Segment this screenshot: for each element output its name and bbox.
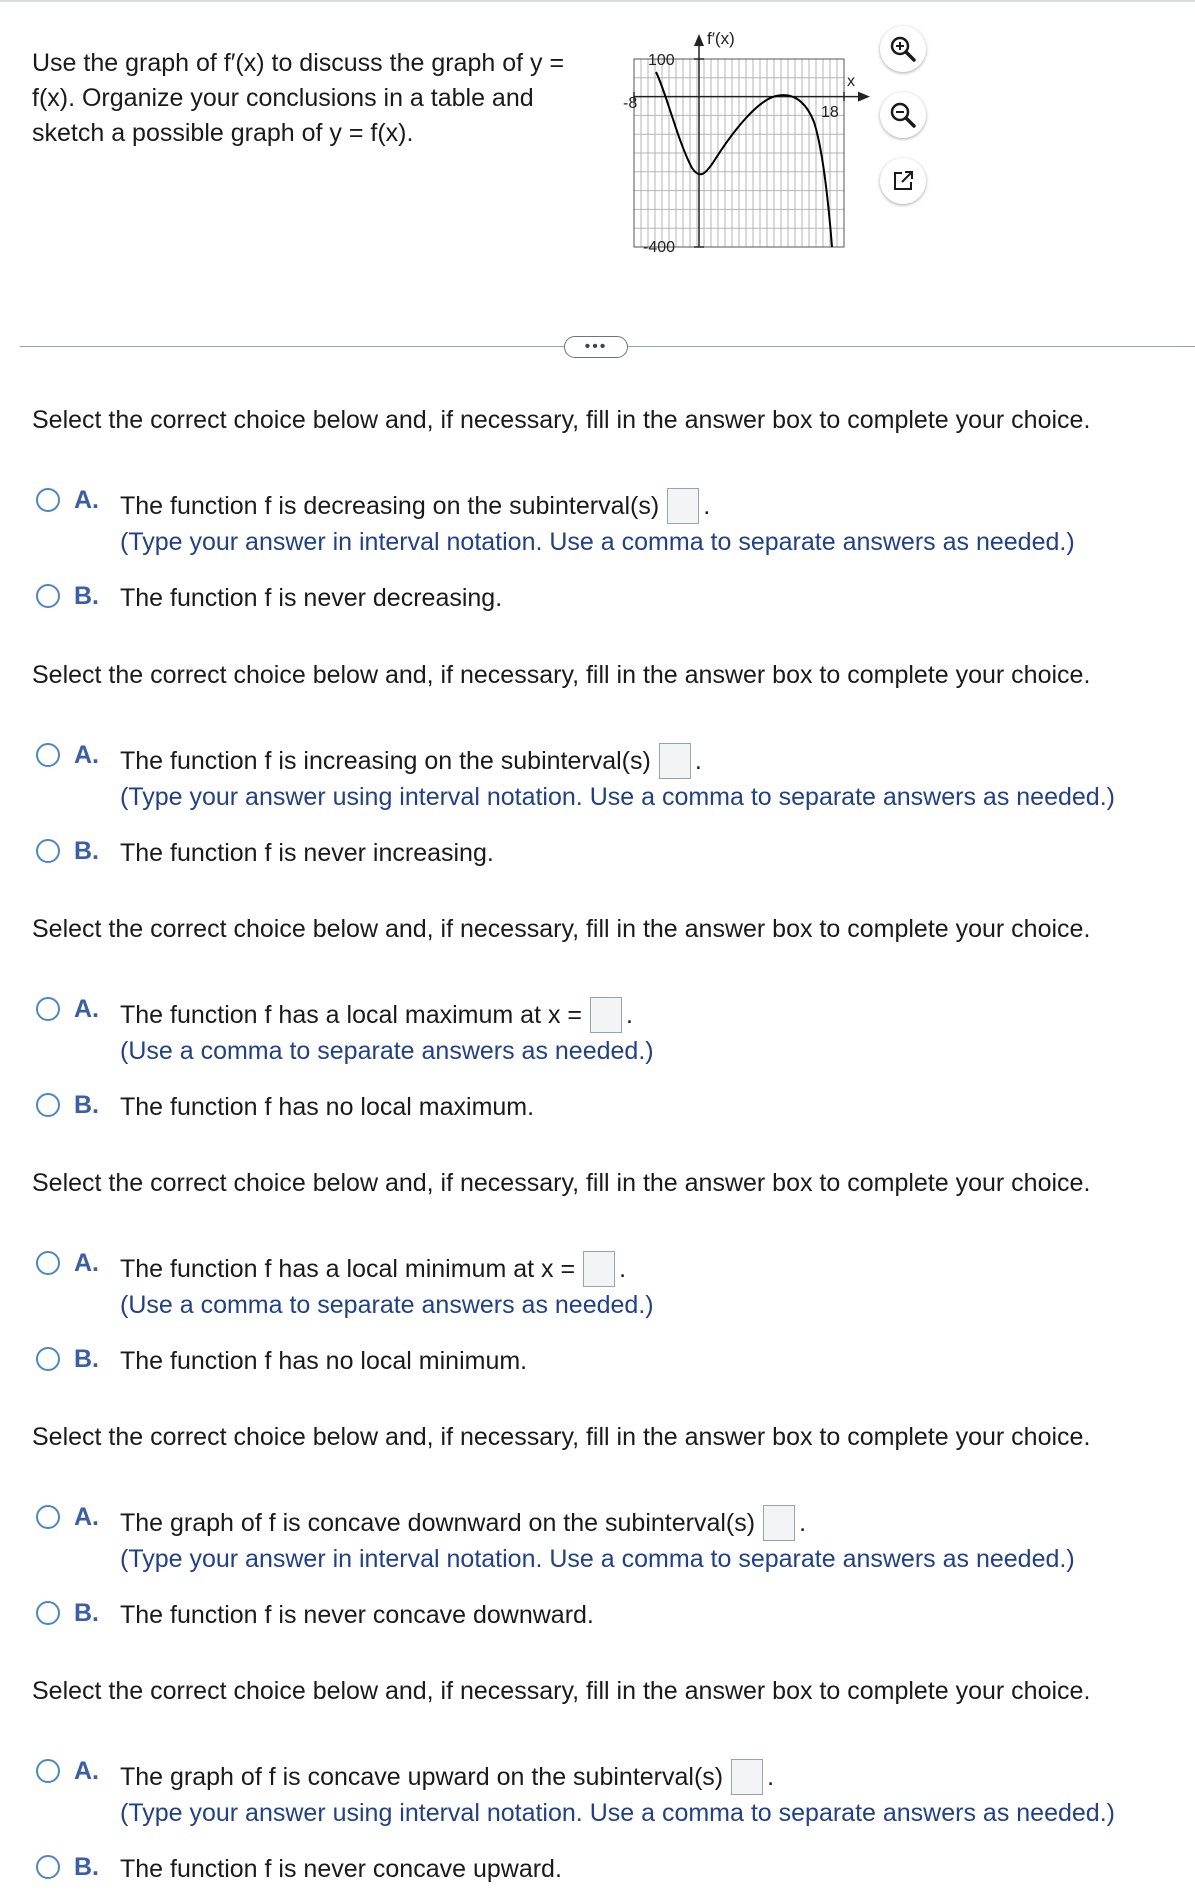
radio-a[interactable]	[36, 997, 60, 1021]
y-axis-label: f′(x)	[707, 29, 735, 48]
instruction-text: Select the correct choice below and, if necessary, fill in the answer box to complete your choice.	[32, 915, 1091, 943]
answer-box-local-minimum[interactable]	[583, 1251, 615, 1287]
radio-b[interactable]	[36, 1855, 60, 1879]
choice-a-text: The graph of f is concave upward on the subinterval(s)	[120, 1762, 724, 1791]
radio-b[interactable]	[36, 584, 60, 608]
choice-letter-a: A.	[74, 1249, 99, 1277]
choice-a-period: .	[619, 1254, 627, 1283]
instruction-text: Select the correct choice below and, if necessary, fill in the answer box to complete your choice.	[32, 661, 1091, 689]
zoom-out-button[interactable]	[880, 92, 926, 138]
choice-a-hint: (Type your answer using interval notation. Use a comma to separate answers as needed.)	[120, 1799, 1115, 1827]
choice-a-text-row	[120, 1759, 774, 1795]
answer-box-local-maximum[interactable]	[590, 997, 622, 1033]
external-link-icon	[891, 169, 915, 193]
graph-grid	[634, 59, 844, 247]
y-max-label: 100	[648, 52, 675, 69]
choice-letter-b: B.	[74, 1345, 99, 1373]
radio-b[interactable]	[36, 1093, 60, 1117]
choice-b-text: The function f is never concave upward.	[120, 1855, 562, 1883]
answer-box-concave-downward[interactable]	[763, 1505, 795, 1541]
x-min-label: -8	[623, 95, 638, 112]
choice-a-hint: (Type your answer in interval notation. Use a comma to separate answers as needed.)	[120, 528, 1075, 556]
choice-letter-a: A.	[74, 1503, 99, 1531]
radio-b[interactable]	[36, 839, 60, 863]
choice-a-period: .	[703, 491, 711, 520]
choice-b-text: The function f has no local maximum.	[120, 1093, 535, 1121]
choice-b-text: The function f is never increasing.	[120, 839, 494, 867]
instruction-text: Select the correct choice below and, if necessary, fill in the answer box to complete your choice.	[32, 406, 1091, 434]
radio-a[interactable]	[36, 1251, 60, 1275]
problem-prompt: Use the graph of f′(x) to discuss the graph of y = f(x). Organize your conclusions in a table and sketch a possible graph of y = f(x).	[32, 49, 565, 147]
radio-a[interactable]	[36, 1759, 60, 1783]
derivative-graph-svg	[618, 22, 888, 258]
choice-a-hint: (Type your answer in interval notation. Use a comma to separate answers as needed.)	[120, 1545, 1075, 1573]
choice-letter-a: A.	[74, 995, 99, 1023]
choice-a-text: The function f has a local minimum at x =	[120, 1254, 576, 1283]
answer-box-increasing[interactable]	[659, 743, 691, 779]
choice-letter-b: B.	[74, 1091, 99, 1119]
more-button[interactable]: •••	[564, 336, 628, 358]
choice-a-text-row	[120, 488, 710, 524]
choice-a-period: .	[799, 1508, 807, 1537]
choice-letter-a: A.	[74, 1757, 99, 1785]
choice-a-text: The function f is decreasing on the subinterval(s)	[120, 491, 660, 520]
choice-letter-b: B.	[74, 1599, 99, 1627]
choice-letter-b: B.	[74, 582, 99, 610]
x-axis-arrow	[858, 92, 870, 102]
choice-a-text-row	[120, 1251, 626, 1287]
x-max-label: 18	[821, 104, 839, 121]
zoom-out-icon	[889, 101, 917, 129]
zoom-in-button[interactable]	[880, 26, 926, 72]
choice-a-text: The graph of f is concave downward on the subinterval(s)	[120, 1508, 756, 1537]
choice-a-hint: (Use a comma to separate answers as needed.)	[120, 1291, 654, 1319]
choice-letter-a: A.	[74, 741, 99, 769]
radio-a[interactable]	[36, 488, 60, 512]
choice-a-period: .	[626, 1000, 633, 1029]
radio-b[interactable]	[36, 1601, 60, 1625]
popout-button[interactable]	[880, 158, 926, 204]
zoom-in-icon	[889, 35, 917, 63]
choice-b-text: The function f has no local minimum.	[120, 1347, 528, 1375]
radio-b[interactable]	[36, 1347, 60, 1371]
x-axis-label: x	[847, 73, 855, 90]
choice-b-text: The function f is never decreasing.	[120, 584, 503, 612]
top-border	[0, 0, 1195, 2]
answer-box-concave-upward[interactable]	[731, 1759, 763, 1795]
choice-a-period: .	[694, 746, 702, 775]
derivative-graph	[618, 22, 888, 258]
instruction-text: Select the correct choice below and, if necessary, fill in the answer box to complete your choice.	[32, 1677, 1091, 1705]
choice-a-text: The function f has a local maximum at x =	[120, 1000, 583, 1029]
instruction-text: Select the correct choice below and, if necessary, fill in the answer box to complete your choice.	[32, 1169, 1091, 1197]
radio-a[interactable]	[36, 743, 60, 767]
choice-letter-b: B.	[74, 837, 99, 865]
radio-a[interactable]	[36, 1505, 60, 1529]
choice-a-hint: (Type your answer using interval notation. Use a comma to separate answers as needed.)	[120, 783, 1115, 811]
derivative-curve	[656, 72, 832, 247]
choice-a-text-row	[120, 997, 633, 1033]
choice-letter-a: A.	[74, 486, 99, 514]
y-axis-arrow	[694, 34, 704, 46]
answer-box-decreasing[interactable]	[667, 488, 699, 524]
choice-a-period: .	[767, 1762, 775, 1791]
choice-letter-b: B.	[74, 1853, 99, 1881]
instruction-text: Select the correct choice below and, if necessary, fill in the answer box to complete your choice.	[32, 1423, 1091, 1451]
choice-a-hint: (Use a comma to separate answers as needed.)	[120, 1037, 654, 1065]
choice-b-text: The function f is never concave downward.	[120, 1601, 594, 1629]
choice-a-text-row	[120, 743, 702, 779]
choice-a-text-row	[120, 1505, 806, 1541]
choice-a-text: The function f is increasing on the subinterval(s)	[120, 746, 651, 775]
y-min-label: -400	[643, 239, 676, 256]
